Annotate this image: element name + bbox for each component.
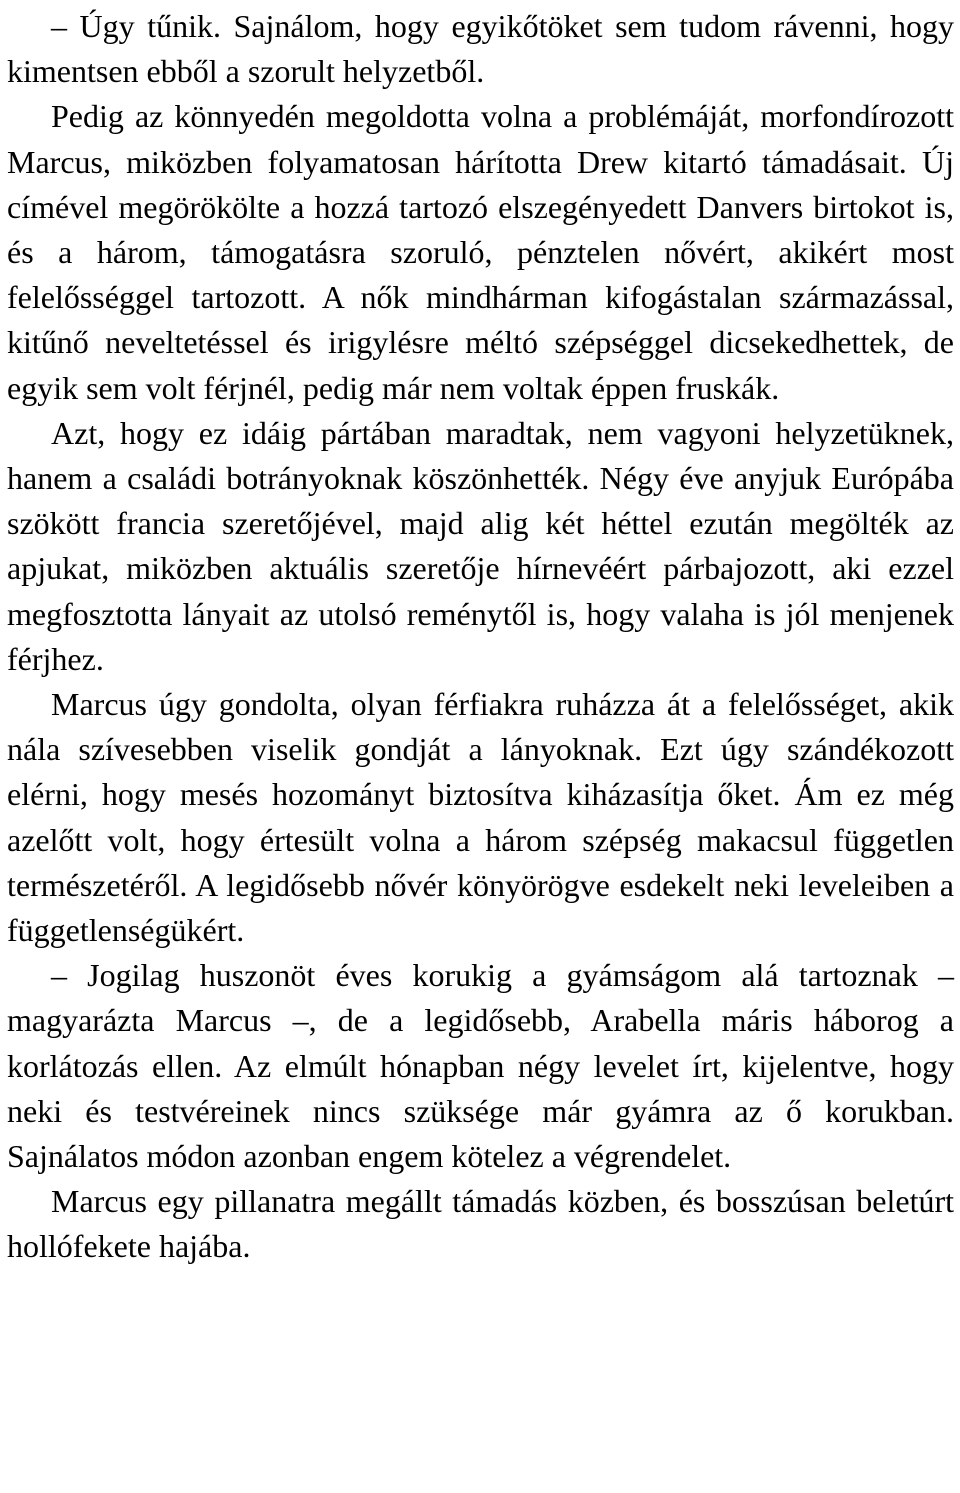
paragraph: Azt, hogy ez idáig pártában maradtak, nem vagyoni helyzetüknek, hanem a családi botrányoknak köszönhették. Négy éve anyjuk Európába szökött francia szeretőjével, majd alig két héttel ezután megölték az apjukat, miközben aktuális szeretője hírnevéért párbajozott, aki ezzel megfosztotta lányait az utolsó reménytől is, hogy valaha is jól menjenek férjhez. <box>7 414 954 677</box>
paragraph: – Jogilag huszonöt éves korukig a gyámságom alá tartoznak – magyarázta Marcus –, de a legidősebb, Arabella máris háborog a korlátozás ellen. Az elmúlt hónapban négy levelet írt, kijelentve, hogy neki és testvéreinek nincs szüksége már gyámra az ő korukban. Sajnálatos módon azonban engem kötelez a végrendelet. <box>7 957 954 1175</box>
paragraph: Marcus egy pillanatra megállt támadás közben, és bosszúsan beletúrt hollófekete hajába. <box>7 1183 954 1265</box>
paragraph: – Úgy tűnik. Sajnálom, hogy egyikőtöket sem tudom rávenni, hogy kimentsen ebből a szorult helyzetből. <box>7 8 954 90</box>
paragraph: Marcus úgy gondolta, olyan férfiakra ruházza át a felelősséget, akik nála szívesebben viselik gondját a lányoknak. Ezt úgy szándékozott elérni, hogy mesés hozományt biztosítva kiházasítja őket. Ám ez még azelőtt volt, hogy értesült volna a három szépség makacsul független természetéről. A legidősebb nővér könyörögve esdekelt neki leveleiben a függetlenségükért. <box>7 686 954 949</box>
paragraph: Pedig az könnyedén megoldotta volna a problémáját, morfondírozott Marcus, miközben folyamatosan hárította Drew kitartó támadásait. Új címével megörökölte a hozzá tartozó elszegényedett Danvers birtokot is, és a három, támogatásra szoruló, pénztelen nővért, akikért most felelősséggel tartozott. A nők mindhárman kifogástalan származással, kitűnő neveltetéssel és irigylésre méltó szépséggel dicsekedhettek, de egyik sem volt férjnél, pedig már nem voltak éppen fruskák. <box>7 98 954 406</box>
